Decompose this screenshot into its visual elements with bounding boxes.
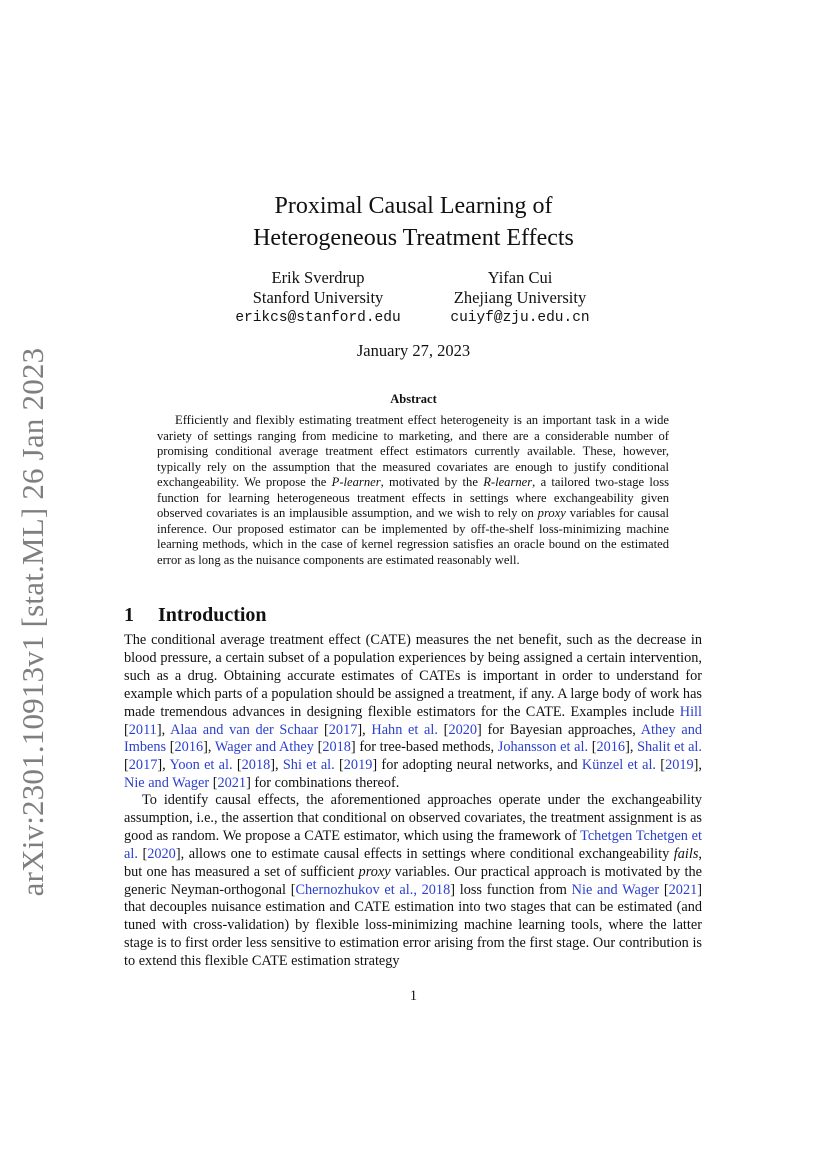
author-affiliation: Zhejiang University [453, 288, 587, 307]
citation-year-link[interactable]: 2017 [328, 721, 358, 738]
r-learner-term: R-learner [483, 475, 533, 489]
fails-term: fails [673, 845, 699, 862]
proxy-term: proxy [358, 863, 391, 880]
section-title: Introduction [158, 604, 267, 626]
section-heading-introduction [124, 604, 267, 627]
intro-paragraph-1: The conditional average treatment effect (CATE) measures the net benefit, such as the decrease in blood pressure, a certain subset of a population experiences by being assigned a certain intervention, such as a drug. Obtaining accurate estimates of CATEs is important in order to understand for example which parts of a population should be assigned a treatment, if any. A large body of work has made tremendous advances in designing flexible estimators for the CATE. Examples include Hill [2011], Alaa and van der Schaar [2017], Hahn et al. [2020] for Bayesian approaches, Athey and Imbens [2016], Wager and Athey [2018] for tree-based methods, Johansson et al. [2016], Shalit et al. [2017], Yoon et al. [2018], Shi et al. [2019] for adopting neural networks, and Künzel et al. [2019], Nie and Wager [2021] for combinations thereof. [124, 632, 703, 792]
citation-year-link[interactable]: 2020 [147, 845, 176, 862]
p-learner-term: P-learner [331, 475, 381, 489]
proxy-term: proxy [537, 506, 566, 520]
author-block-1 [228, 268, 408, 328]
citation-link[interactable]: Alaa and van der Schaar [170, 721, 319, 738]
citation-year-link[interactable]: 2017 [128, 757, 158, 774]
author-block-2 [440, 268, 600, 328]
author-affiliation: Stanford University [252, 288, 384, 307]
citation-link[interactable]: Nie and Wager [124, 775, 210, 792]
intro-paragraph-2: To identify causal effects, the aforementioned approaches operate under the exchangeability assumption, i.e., the assertion that conditional on observed covariates, the treatment assignment is as good as random. We propose a CATE estimator, which using the framework of Tchetgen Tchetgen et al. [2020], allows one to estimate causal effects in settings where conditional exchangeability fails, but one has measured a set of sufficient proxy variables. Our practical approach is motivated by the generic Neyman-orthogonal [Chernozhukov et al., 2018] loss function from Nie and Wager [2021] that decouples nuisance estimation and CATE estimation into two stages that can be estimated (and tuned with cross-validation) by flexible loss-minimizing machine learning tools, where the latter stage is to first order less sensitive to estimation error arising from the first stage. Our contribution is to extend this flexible CATE estimation strategy [124, 792, 702, 970]
citation-link[interactable]: Shi et al. [282, 757, 335, 774]
citation-year-link[interactable]: 2020 [448, 721, 478, 738]
citation-link[interactable]: Johansson et al. [497, 739, 589, 756]
citation-year-link[interactable]: 2021 [668, 881, 698, 898]
citation-year-link[interactable]: 2019 [343, 757, 373, 774]
author-email[interactable]: erikcs@stanford.edu [235, 310, 401, 326]
citation-year-link[interactable]: 2018 [322, 739, 351, 756]
citation-link[interactable]: Künzel et al. [581, 757, 656, 774]
abstract-body: Efficiently and flexibly estimating treatment effect heterogeneity is an important task in a wide variety of settings ranging from medicine to marketing, and there are a considerable number of promising conditional average treatment effect estimators currently available. These, however, typically rely on the assumption that the measured covariates are enough to justify conditional exchangeability. We propose the P-learner, motivated by the R-learner, a tailored two-stage loss function for learning heterogeneous treatment effects in settings where exchangeability given observed covariates is an implausible assumption, and we wish to rely on proxy variables for causal inference. Our proposed estimator can be implemented by off-the-shelf loss-minimizing machine learning methods, which in the case of kernel regression satisfies an oracle bound on the estimated error as long as the nuisance components are estimated reasonably well. [157, 413, 669, 567]
section-number: 1 [124, 604, 134, 626]
citation-year-link[interactable]: 2021 [217, 775, 247, 792]
citation-year-link[interactable]: 2016 [596, 739, 626, 756]
author-email[interactable]: cuiyf@zju.edu.cn [450, 310, 590, 326]
arxiv-identifier-stamp: arXiv:2301.10913v1 [stat.ML] 26 Jan 2023 [15, 347, 50, 897]
page-number: 1 [409, 988, 418, 1004]
citation-link[interactable]: Nie and Wager [571, 881, 660, 898]
citation-link[interactable]: Yoon et al. [169, 757, 233, 774]
citation-year-link[interactable]: 2019 [665, 757, 694, 774]
citation-link[interactable]: Hahn et al. [371, 721, 438, 738]
citation-link[interactable]: Tchetgen Tchetgen et al. [124, 827, 702, 862]
title-line-2: Heterogeneous Treatment Effects [253, 225, 574, 251]
citation-year-link[interactable]: 2018 [241, 757, 271, 774]
abstract-heading: Abstract [390, 392, 437, 406]
citation-link[interactable]: Shalit et al. [637, 739, 702, 756]
author-name: Erik Sverdrup [271, 268, 365, 287]
paper-date: January 27, 2023 [356, 341, 471, 360]
author-name: Yifan Cui [487, 268, 553, 287]
citation-link[interactable]: Chernozhukov et al., 2018 [295, 881, 451, 898]
citation-year-link[interactable]: 2011 [128, 721, 157, 738]
citation-year-link[interactable]: 2016 [174, 739, 204, 756]
citation-link[interactable]: Wager and Athey [214, 739, 314, 756]
citation-link[interactable]: Hill [679, 703, 702, 720]
citation-link[interactable]: Athey and Imbens [124, 721, 703, 756]
title-line-1: Proximal Causal Learning of [274, 193, 553, 219]
paper-title [120, 190, 707, 254]
